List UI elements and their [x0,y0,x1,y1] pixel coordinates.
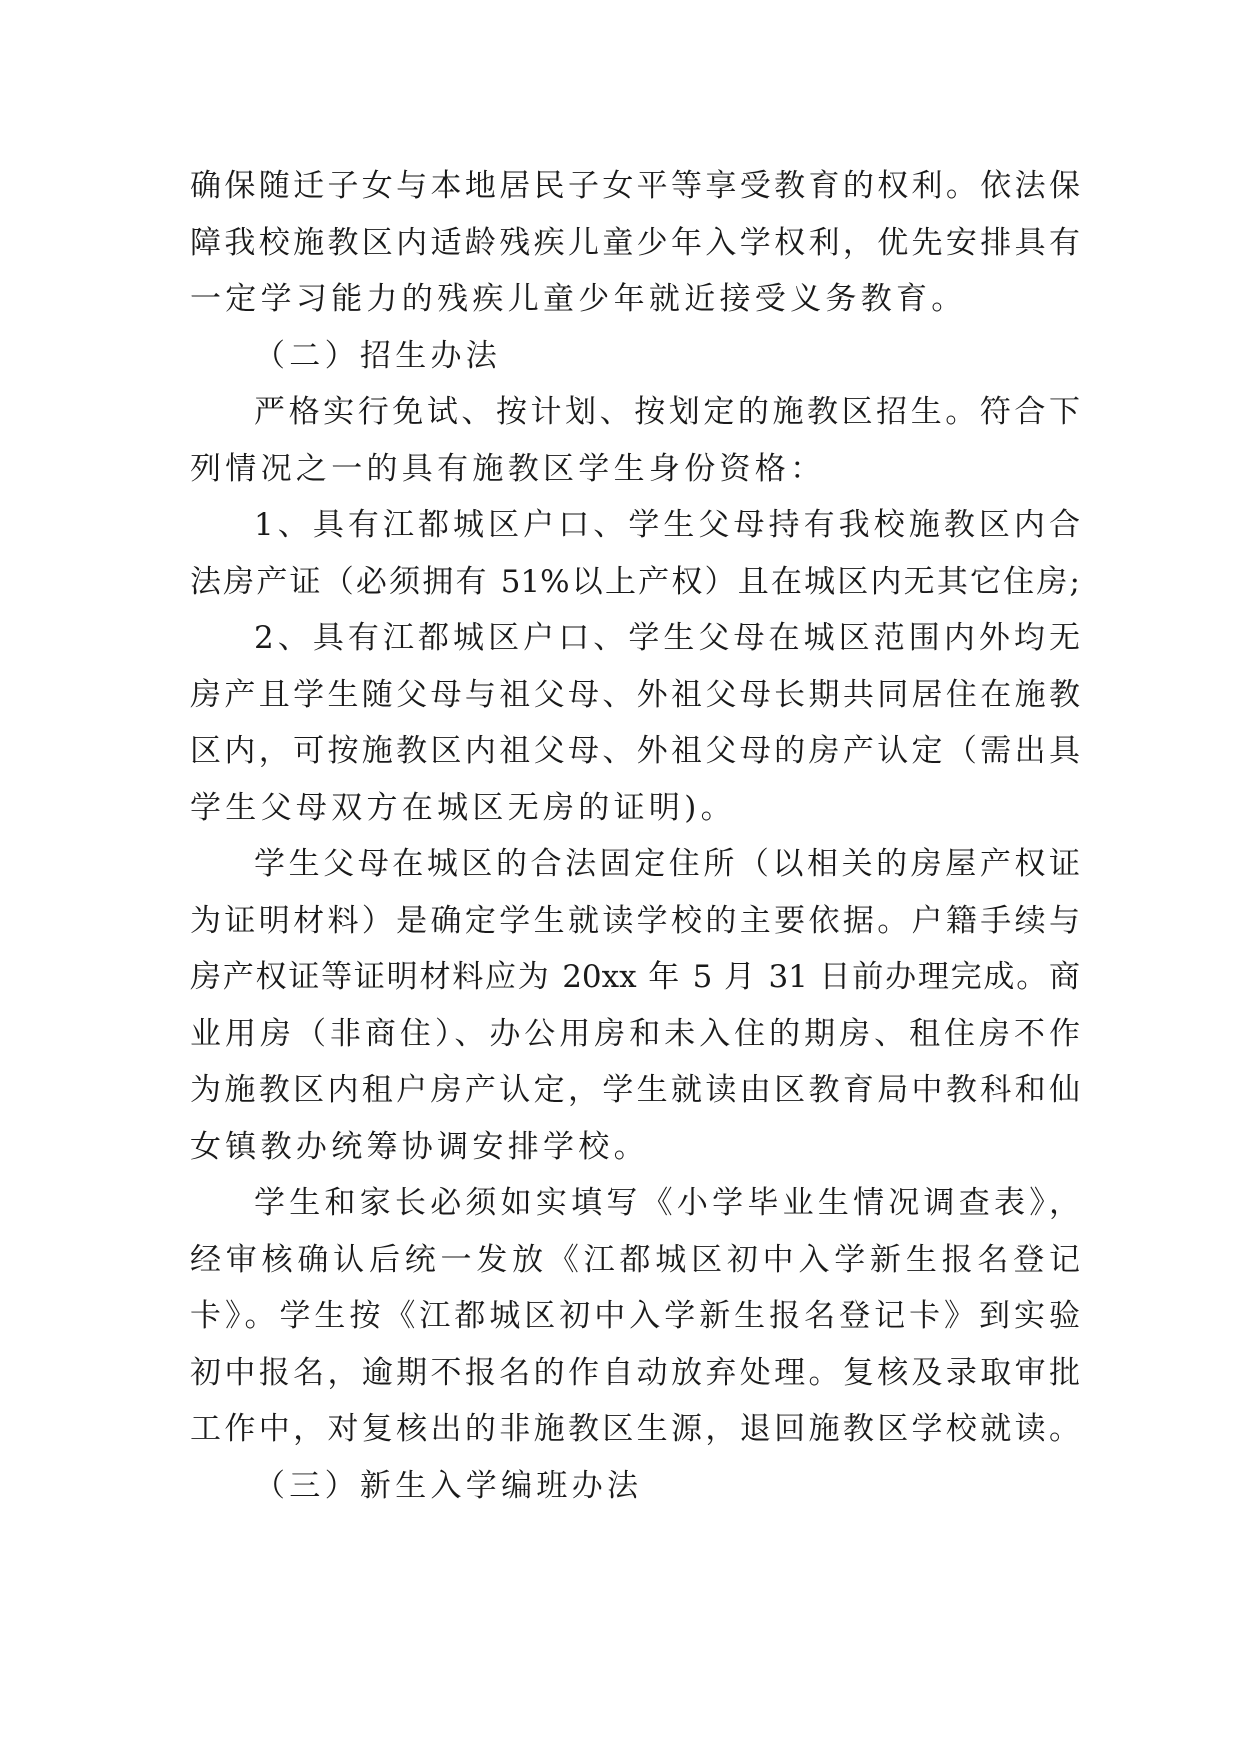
text-line: 经审核确认后统一发放《江都城区初中入学新生报名登记 [190,1241,1080,1278]
text-line: 业用房（非商住）、办公用房和未入住的期房、租住房不作 [190,1015,1080,1052]
text-line: 学生和家长必须如实填写《小学毕业生情况调查表》， [254,1185,1080,1221]
text-line: 工作中，对复核出的非施教区生源，退回施教区学校就读。 [190,1411,1080,1447]
text-line: 卡》。学生按《江都城区初中入学新生报名登记卡》到实验 [190,1298,1080,1334]
section-heading: （二）招生办法 [254,337,502,374]
text-line: 一定学习能力的残疾儿童少年就近接受义务教育。 [190,281,967,317]
text-line: 房产且学生随父母与祖父母、外祖父母长期共同居住在施教 [190,676,1080,713]
text-line: 学生父母双方在城区无房的证明)。 [190,789,736,826]
text-line: 为施教区内租户房产认定，学生就读由区教育局中教科和仙 [190,1072,1080,1108]
text-line: 学生父母在城区的合法固定住所（以相关的房屋产权证 [254,846,1080,882]
text-line: 列情况之一的具有施教区学生身份资格： [190,450,826,487]
text-line: 确保随迁子女与本地居民子女平等享受教育的权利。依法保 [190,168,1080,204]
document-body [190,158,1080,1514]
text-line: 女镇教办统筹协调安排学校。 [190,1128,649,1165]
text-line: 法房产证（必须拥有 51%以上产权）且在城区内无其它住房; [190,563,1080,600]
text-line: 严格实行免试、按计划、按划定的施教区招生。符合下 [254,394,1080,430]
text-line: 1、具有江都城区户口、学生父母持有我校施教区内合 [254,507,1080,543]
text-line: 障我校施教区内适龄残疾儿童少年入学权利，优先安排具有 [190,224,1080,261]
text-line: 为证明材料）是确定学生就读学校的主要依据。户籍手续与 [190,902,1080,939]
text-line: 2、具有江都城区户口、学生父母在城区范围内外均无 [254,620,1080,656]
text-line: 房产权证等证明材料应为 20xx 年 5 月 31 日前办理完成。商 [190,959,1080,995]
text-line: 初中报名，逾期不报名的作自动放弃处理。复核及录取审批 [190,1354,1080,1391]
section-heading: （三）新生入学编班办法 [254,1467,643,1504]
text-line: 区内，可按施教区内祖父母、外祖父母的房产认定（需出具 [190,733,1080,769]
